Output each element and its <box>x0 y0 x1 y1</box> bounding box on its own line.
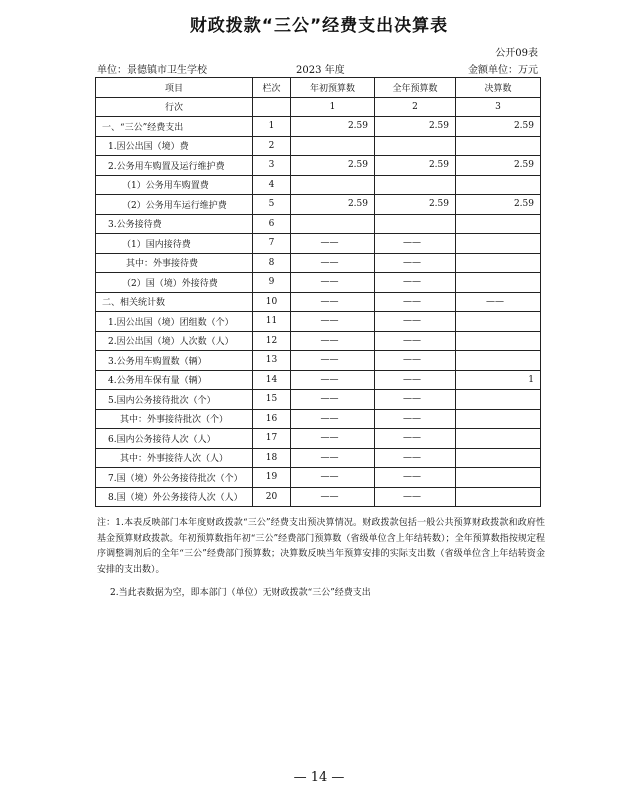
row-budget-initial-cell: —— <box>291 273 375 293</box>
table-row <box>96 273 541 293</box>
row-budget-initial-cell: —— <box>291 409 375 429</box>
row-budget-initial-cell: 2.59 <box>291 195 375 215</box>
row-lan-cell: 2 <box>253 136 291 156</box>
row-lan-cell: 9 <box>253 273 291 293</box>
table-row <box>96 331 541 351</box>
row-budget-full-cell: —— <box>375 487 456 507</box>
row-budget-full-cell <box>375 136 456 156</box>
row-budget-initial-cell: —— <box>291 487 375 507</box>
table-row <box>96 370 541 390</box>
row-budget-full-cell: —— <box>375 351 456 371</box>
row-budget-full-cell <box>375 175 456 195</box>
row-lan-cell: 19 <box>253 468 291 488</box>
header-budget-full: 全年预算数 <box>375 78 456 98</box>
row-budget-full-cell: —— <box>375 234 456 254</box>
table-row <box>96 390 541 410</box>
row-item-cell: （2）国（境）外接待费 <box>96 273 253 293</box>
row-budget-full-cell: 2.59 <box>375 117 456 137</box>
row-final-cell: —— <box>456 292 541 312</box>
row-budget-full-cell: —— <box>375 331 456 351</box>
row-budget-initial-cell: —— <box>291 390 375 410</box>
row-item-cell: 其中：外事接待人次（人） <box>96 448 253 468</box>
table-row <box>96 175 541 195</box>
header-budget-initial: 年初预算数 <box>291 78 375 98</box>
header-item: 项目 <box>96 78 253 98</box>
row-final-cell: 2.59 <box>456 195 541 215</box>
table-row <box>96 487 541 507</box>
table-row <box>96 409 541 429</box>
row-budget-full-cell: —— <box>375 409 456 429</box>
table-header-row <box>96 78 541 98</box>
row-item-cell: 2.因公出国（境）人次数（人） <box>96 331 253 351</box>
row-lan-cell: 5 <box>253 195 291 215</box>
row-budget-initial-cell: —— <box>291 312 375 332</box>
row-budget-initial-cell <box>291 136 375 156</box>
row-lan-cell: 18 <box>253 448 291 468</box>
table-row <box>96 429 541 449</box>
row-budget-initial-cell <box>291 175 375 195</box>
table-row <box>96 195 541 215</box>
row-budget-full-cell: —— <box>375 253 456 273</box>
note-1: 注：1.本表反映部门本年度财政拨款“三公”经费支出预决算情况。财政拨款包括一般公共预算财政拨款和政府性基金预算财政拨款。年初预算数指年初“三公”经费部门预算数（省级单位含上年结转数）；全年预算数指按规定程序调整调剂后的全年“三公”经费部门预算数；决算数反映当年预算安排的实际支出数（省级单位含上年结转资金安排的支出数）。 <box>97 518 545 575</box>
page-title: 财政拨款“三公”经费支出决算表 <box>189 16 449 36</box>
row-budget-full-cell: —— <box>375 312 456 332</box>
row-lan-cell: 6 <box>253 214 291 234</box>
row-budget-initial-cell: —— <box>291 351 375 371</box>
row-final-cell <box>456 234 541 254</box>
row-budget-full-cell: —— <box>375 468 456 488</box>
row-budget-initial-cell: —— <box>291 331 375 351</box>
row-lan-cell: 7 <box>253 234 291 254</box>
row-index-col1: 1 <box>291 97 375 117</box>
row-item-cell: 二、相关统计数 <box>96 292 253 312</box>
row-final-cell <box>456 273 541 293</box>
row-lan-cell: 3 <box>253 156 291 176</box>
row-final-cell: 2.59 <box>456 156 541 176</box>
row-budget-initial-cell: —— <box>291 429 375 449</box>
row-final-cell <box>456 253 541 273</box>
row-index-col2: 2 <box>375 97 456 117</box>
row-lan-cell: 20 <box>253 487 291 507</box>
table-row <box>96 234 541 254</box>
table-row <box>96 312 541 332</box>
row-budget-initial-cell <box>291 214 375 234</box>
row-budget-initial-cell: 2.59 <box>291 156 375 176</box>
row-final-cell <box>456 136 541 156</box>
row-index-col3: 3 <box>456 97 541 117</box>
expense-table <box>95 77 541 507</box>
row-budget-full-cell: —— <box>375 429 456 449</box>
row-lan-cell: 15 <box>253 390 291 410</box>
table-body <box>96 117 541 507</box>
row-item-cell: 4.公务用车保有量（辆） <box>96 370 253 390</box>
row-budget-full-cell: 2.59 <box>375 156 456 176</box>
row-item-cell: 8.国（境）外公务接待人次（人） <box>96 487 253 507</box>
row-budget-full-cell: —— <box>375 390 456 410</box>
row-lan-cell: 14 <box>253 370 291 390</box>
row-final-cell <box>456 175 541 195</box>
row-lan-cell: 8 <box>253 253 291 273</box>
header-lan: 栏次 <box>253 78 291 98</box>
table-row <box>96 292 541 312</box>
amount-unit: 金额单位：万元 <box>468 65 538 76</box>
row-lan-cell: 4 <box>253 175 291 195</box>
row-lan-cell: 10 <box>253 292 291 312</box>
table-row <box>96 214 541 234</box>
unit-label: 单位：景德镇市卫生学校 <box>97 65 207 76</box>
row-final-cell <box>456 390 541 410</box>
row-final-cell <box>456 331 541 351</box>
row-item-cell: 3.公务用车购置数（辆） <box>96 351 253 371</box>
row-lan-cell: 17 <box>253 429 291 449</box>
row-budget-initial-cell: —— <box>291 468 375 488</box>
row-final-cell: 1 <box>456 370 541 390</box>
row-item-cell: 7.国（境）外公务接待批次（个） <box>96 468 253 488</box>
row-item-cell: 一、“三公”经费支出 <box>96 117 253 137</box>
table-row <box>96 117 541 137</box>
row-budget-initial-cell: 2.59 <box>291 117 375 137</box>
row-lan-cell: 11 <box>253 312 291 332</box>
row-final-cell <box>456 448 541 468</box>
row-budget-initial-cell: —— <box>291 370 375 390</box>
row-index-lan <box>253 97 291 117</box>
row-final-cell <box>456 429 541 449</box>
row-lan-cell: 13 <box>253 351 291 371</box>
row-budget-initial-cell: —— <box>291 234 375 254</box>
row-final-cell <box>456 487 541 507</box>
row-item-cell: 5.国内公务接待批次（个） <box>96 390 253 410</box>
row-budget-full-cell: 2.59 <box>375 195 456 215</box>
table-row <box>96 448 541 468</box>
row-budget-initial-cell: —— <box>291 253 375 273</box>
row-lan-cell: 16 <box>253 409 291 429</box>
row-item-cell: 3.公务接待费 <box>96 214 253 234</box>
page-number: — 14 — <box>293 770 345 785</box>
row-budget-full-cell: —— <box>375 448 456 468</box>
row-item-cell: 6.国内公务接待人次（人） <box>96 429 253 449</box>
row-budget-full-cell <box>375 214 456 234</box>
row-lan-cell: 1 <box>253 117 291 137</box>
row-budget-full-cell: —— <box>375 292 456 312</box>
row-budget-full-cell: —— <box>375 370 456 390</box>
row-index-row <box>96 97 541 117</box>
row-budget-initial-cell: —— <box>291 292 375 312</box>
row-final-cell: 2.59 <box>456 117 541 137</box>
row-item-cell: 1.因公出国（境）费 <box>96 136 253 156</box>
row-budget-full-cell: —— <box>375 273 456 293</box>
row-final-cell <box>456 214 541 234</box>
fiscal-year: 2023 年度 <box>296 65 345 76</box>
header-final: 决算数 <box>456 78 541 98</box>
row-item-cell: （2）公务用车运行维护费 <box>96 195 253 215</box>
row-final-cell <box>456 351 541 371</box>
row-lan-cell: 12 <box>253 331 291 351</box>
row-final-cell <box>456 312 541 332</box>
row-final-cell <box>456 468 541 488</box>
row-index-label: 行次 <box>96 97 253 117</box>
row-item-cell: （1）国内接待费 <box>96 234 253 254</box>
row-final-cell <box>456 409 541 429</box>
table-row <box>96 253 541 273</box>
row-item-cell: 2.公务用车购置及运行维护费 <box>96 156 253 176</box>
row-item-cell: 1.因公出国（境）团组数（个） <box>96 312 253 332</box>
table-row <box>96 468 541 488</box>
row-item-cell: （1）公务用车购置费 <box>96 175 253 195</box>
row-budget-initial-cell: —— <box>291 448 375 468</box>
table-row <box>96 156 541 176</box>
table-row <box>96 136 541 156</box>
table-row <box>96 351 541 371</box>
row-item-cell: 其中：外事接待批次（个） <box>96 409 253 429</box>
note-2: 2.当此表数据为空，即本部门（单位）无财政拨款“三公”经费支出 <box>110 588 371 598</box>
form-number: 公开09表 <box>495 48 538 59</box>
row-item-cell: 其中：外事接待费 <box>96 253 253 273</box>
